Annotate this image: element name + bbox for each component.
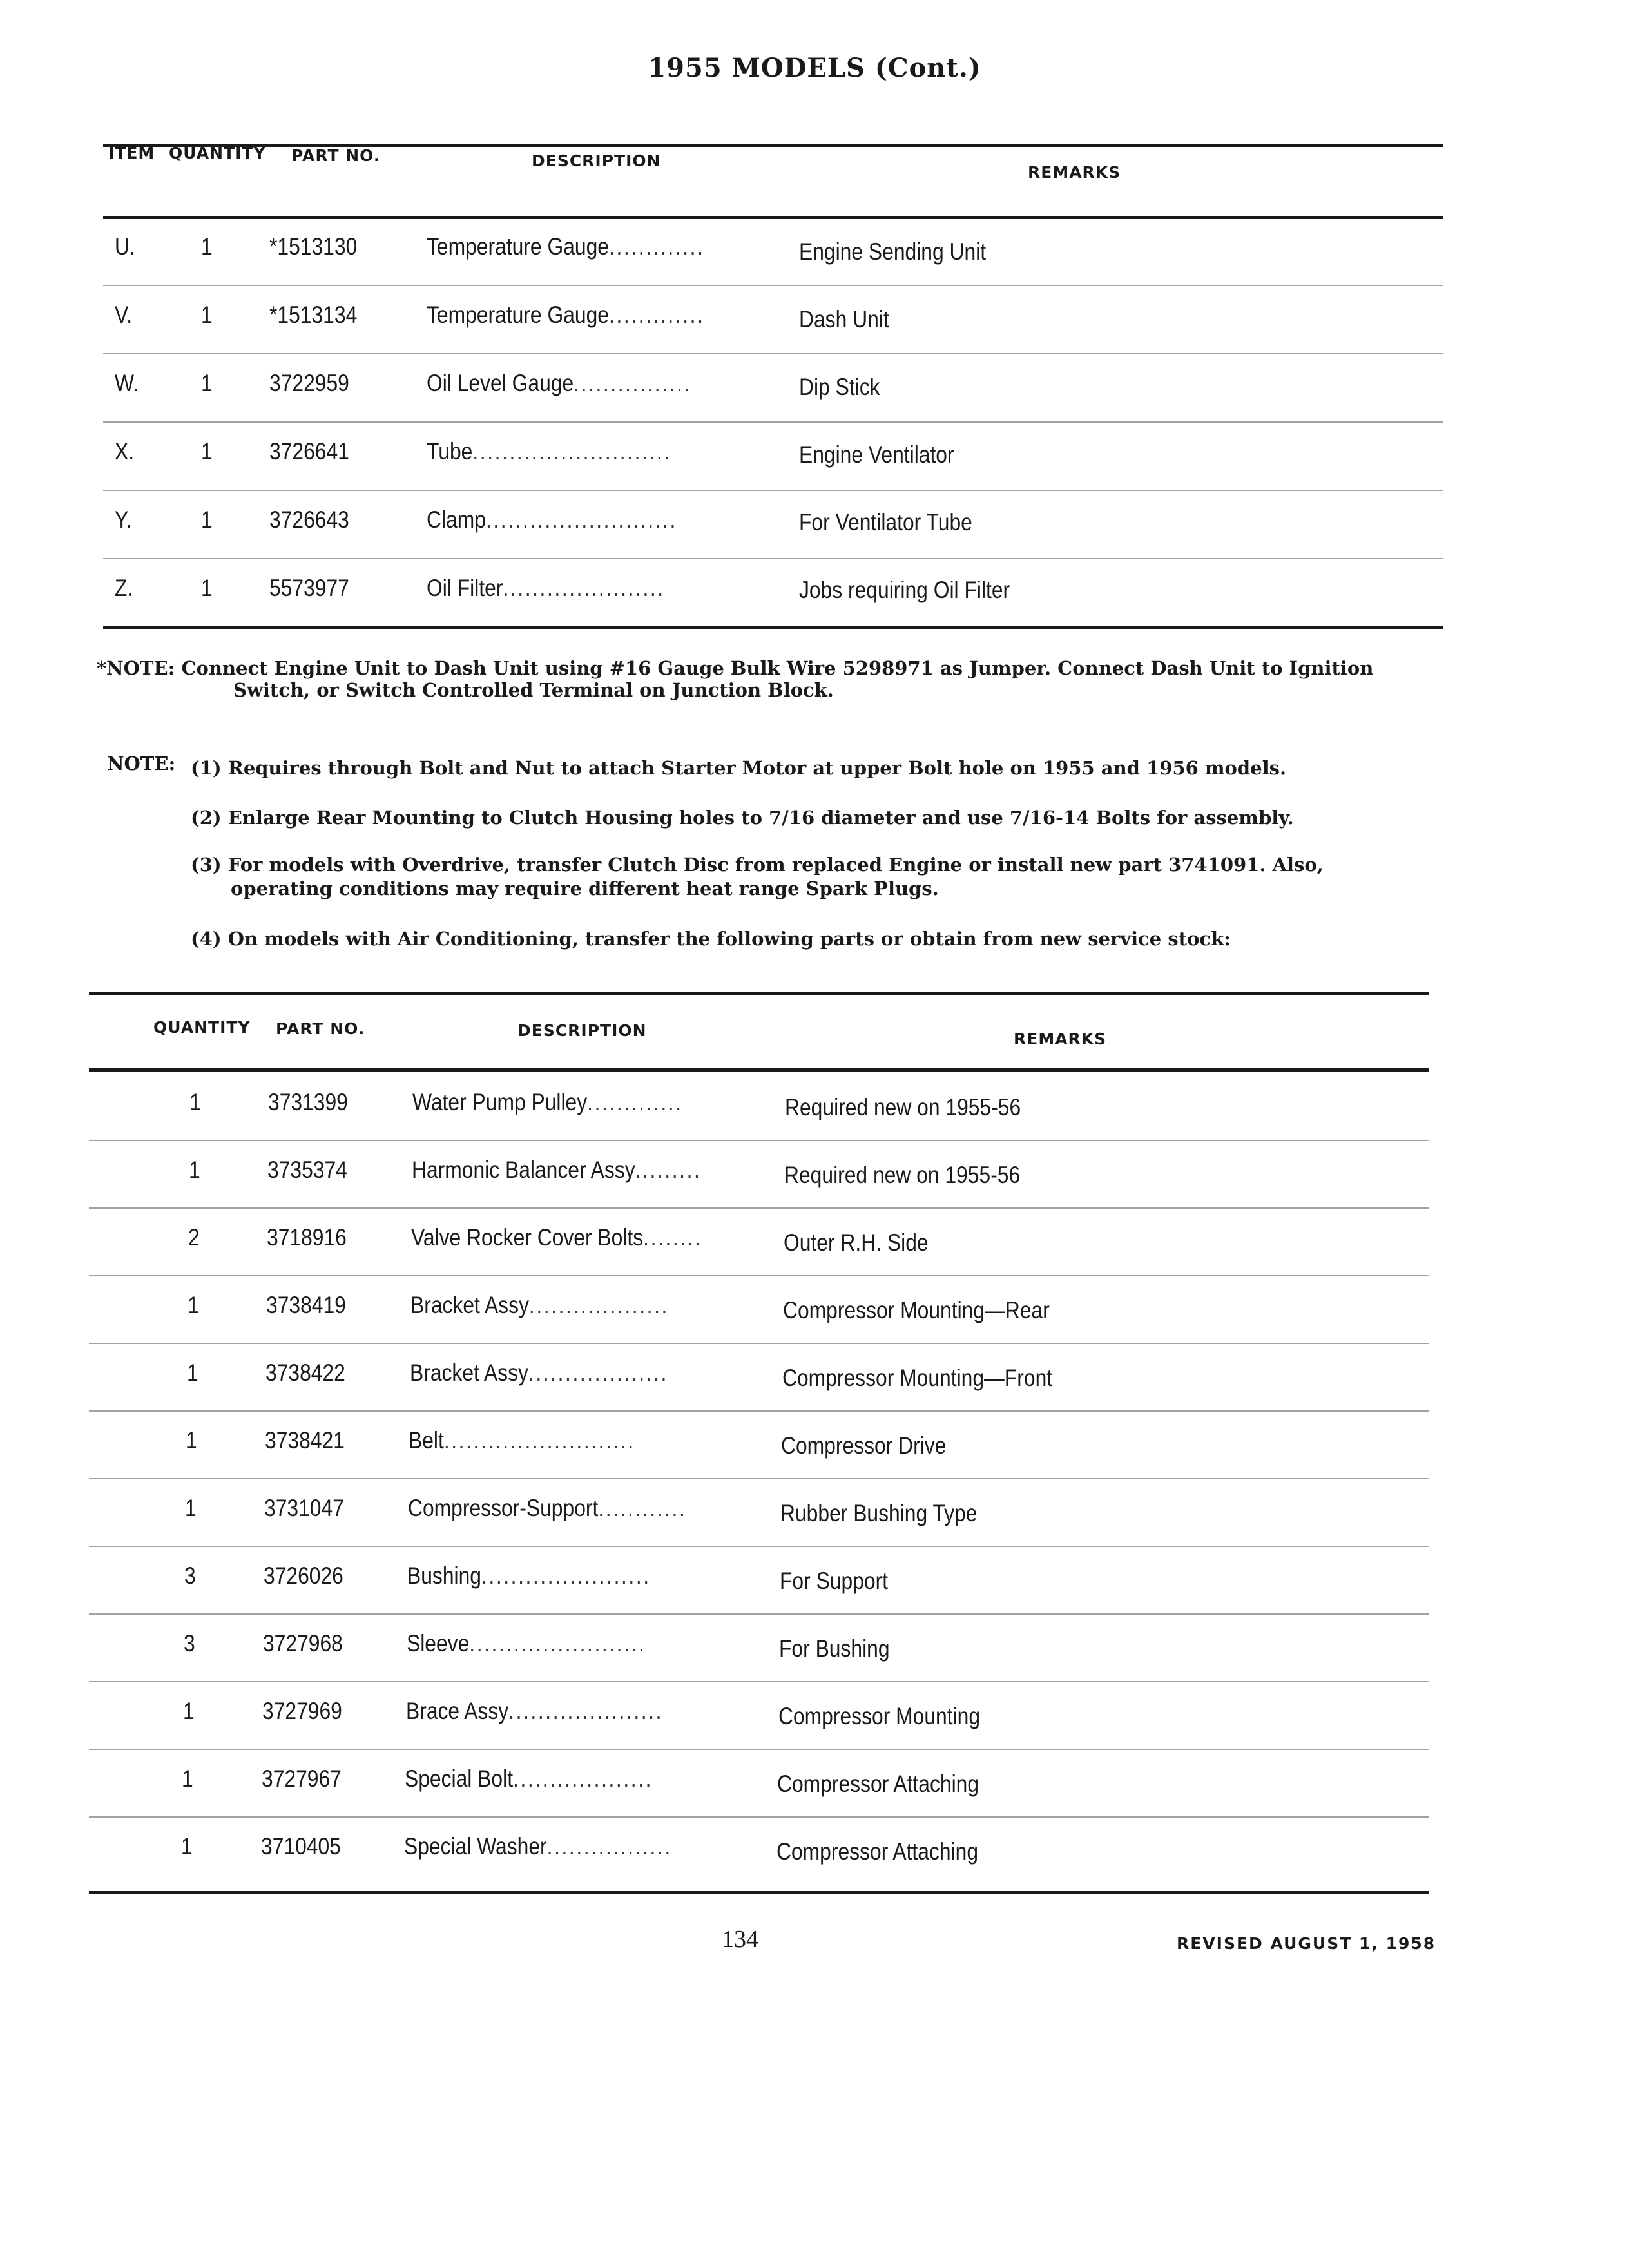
row-part-no: 3738419 (266, 1292, 346, 1318)
table-2-header-description: DESCRIPTION (517, 1021, 647, 1040)
row-quantity: 1 (189, 1089, 201, 1115)
row-remarks: Compressor Mounting—Rear (783, 1297, 1050, 1323)
table-1-header-remarks: REMARKS (1028, 163, 1121, 182)
table-row (89, 1548, 1429, 1617)
row-divider (103, 490, 1443, 491)
table-1-bottom-rule (103, 626, 1443, 629)
row-divider (89, 1343, 1429, 1344)
row-quantity: 1 (185, 1495, 197, 1521)
row-divider (89, 1207, 1429, 1209)
row-part-no: 3731047 (264, 1495, 344, 1521)
leader-dots: ............. (609, 302, 705, 328)
leader-dots: .......................... (443, 1427, 635, 1454)
row-item: W. (115, 370, 139, 396)
description-text: Temperature Gauge (427, 233, 610, 260)
table-row (103, 492, 1443, 561)
table-row (89, 1819, 1429, 1887)
star-note-line-2: Switch, or Switch Controlled Terminal on Junction Block. (233, 679, 834, 701)
row-divider (103, 558, 1443, 559)
table-1-header-part-no: PART NO. (291, 146, 381, 165)
description-text: Bracket Assy (410, 1360, 528, 1386)
leader-dots: ................ (574, 370, 691, 396)
note-2: (2) Enlarge Rear Mounting to Clutch Housing holes to 7/16 diameter and use 7/16-14 Bolts for assembly. (191, 807, 1294, 829)
row-remarks: Jobs requiring Oil Filter (799, 577, 1010, 603)
table-1-header-description: DESCRIPTION (532, 151, 661, 170)
description-text: Sleeve (407, 1630, 470, 1657)
row-remarks: Engine Sending Unit (799, 238, 987, 265)
table-row (89, 1413, 1429, 1481)
leader-dots: ..................... (508, 1698, 664, 1724)
row-divider (89, 1140, 1429, 1141)
leader-dots: ........................... (472, 438, 671, 465)
row-remarks: Compressor Mounting (778, 1703, 981, 1729)
description-text: Bracket Assy (410, 1292, 529, 1318)
row-remarks: Required new on 1955-56 (784, 1162, 1021, 1188)
row-part-no: 3726643 (269, 506, 349, 533)
description-text: Compressor-Support (408, 1495, 599, 1521)
row-part-no: 3710405 (261, 1833, 341, 1860)
table-row (89, 1684, 1429, 1752)
table-2-header-part-no: PART NO. (276, 1019, 365, 1038)
row-remarks: Rubber Bushing Type (780, 1500, 978, 1526)
row-remarks: For Bushing (779, 1635, 890, 1662)
parts-table-2 (89, 992, 1429, 1907)
row-divider (89, 1410, 1429, 1412)
row-divider (103, 353, 1443, 354)
row-quantity: 1 (186, 1427, 197, 1454)
row-remarks: For Support (780, 1568, 889, 1594)
row-part-no: 3738421 (265, 1427, 345, 1454)
row-description (427, 438, 671, 465)
description-text: Brace Assy (406, 1698, 509, 1724)
leader-dots: ................... (513, 1765, 653, 1792)
description-text: Water Pump Pulley (412, 1089, 588, 1115)
table-row (103, 424, 1443, 492)
row-description (411, 1224, 702, 1251)
table-2-top-rule (89, 992, 1429, 995)
row-remarks: Dip Stick (799, 374, 880, 400)
row-part-no: 3731399 (268, 1089, 348, 1115)
row-part-no: 5573977 (269, 575, 349, 601)
leader-dots: ........ (643, 1224, 702, 1251)
row-quantity: 1 (181, 1833, 193, 1860)
row-part-no: 3738422 (265, 1360, 345, 1386)
description-text: Valve Rocker Cover Bolts (411, 1224, 644, 1251)
row-description (410, 1360, 668, 1387)
row-remarks: Required new on 1955-56 (785, 1094, 1021, 1120)
row-divider (103, 285, 1443, 286)
description-text: Oil Level Gauge (427, 370, 574, 396)
description-text: Tube (427, 438, 473, 465)
row-quantity: 1 (188, 1292, 199, 1318)
note-3-line-1: (3) For models with Overdrive, transfer Clutch Disc from replaced Engine or install new part 3741091. Also, (191, 854, 1324, 876)
description-text: Belt (409, 1427, 444, 1454)
note-label: NOTE: (107, 753, 176, 774)
row-divider (89, 1546, 1429, 1547)
row-quantity: 1 (201, 370, 213, 396)
leader-dots: .......................... (485, 506, 677, 533)
row-description (408, 1495, 686, 1522)
row-quantity: 1 (201, 233, 213, 260)
row-quantity: 1 (201, 302, 213, 328)
row-part-no: 3722959 (269, 370, 349, 396)
row-remarks: Compressor Drive (781, 1432, 947, 1459)
row-remarks: For Ventilator Tube (799, 509, 972, 535)
table-row (103, 219, 1443, 287)
table-row (89, 1075, 1429, 1143)
row-quantity: 1 (189, 1157, 200, 1183)
leader-dots: ............. (609, 233, 705, 260)
row-part-no: *1513130 (269, 233, 358, 260)
row-quantity: 3 (184, 1630, 195, 1657)
note-1: (1) Requires through Bolt and Nut to attach Starter Motor at upper Bolt hole on 1955 and 1956 models. (191, 757, 1287, 779)
row-item: U. (115, 233, 135, 260)
star-note-line-1: Connect Engine Unit to Dash Unit using #16 Gauge Bulk Wire 5298971 as Jumper. Connect Dash Unit to Ignition (181, 657, 1374, 679)
row-description (404, 1833, 672, 1860)
row-description (407, 1630, 646, 1657)
leader-dots: ................... (528, 1360, 668, 1386)
leader-dots: ............ (598, 1495, 687, 1521)
row-description (410, 1292, 669, 1319)
row-divider (89, 1478, 1429, 1479)
row-item: Z. (115, 575, 133, 601)
row-quantity: 2 (188, 1224, 200, 1251)
table-2-bottom-rule (89, 1891, 1429, 1894)
table-1-header-quantity: QUANTITY (169, 144, 266, 162)
table-2-header-rule (89, 1068, 1429, 1072)
table-1-header-item: ITEM (108, 144, 155, 162)
row-description (409, 1427, 635, 1454)
row-part-no: 3726026 (264, 1562, 343, 1589)
table-2-header-remarks: REMARKS (1014, 1030, 1107, 1048)
row-description (406, 1698, 663, 1725)
description-text: Oil Filter (427, 575, 503, 601)
row-remarks: Compressor Attaching (776, 1838, 979, 1865)
row-divider (89, 1749, 1429, 1750)
note-4: (4) On models with Air Conditioning, transfer the following parts or obtain from new service stock: (191, 928, 1231, 950)
leader-dots: ................. (546, 1833, 672, 1860)
table-row (89, 1142, 1429, 1211)
table-row (89, 1751, 1429, 1820)
row-divider (89, 1613, 1429, 1615)
row-description (427, 302, 704, 329)
parts-table-1 (103, 113, 1443, 641)
star-note (97, 657, 1373, 701)
description-text: Harmonic Balancer Assy (412, 1157, 635, 1183)
description-text: Bushing (407, 1562, 481, 1589)
page-number: 134 (722, 1926, 758, 1953)
row-part-no: 3726641 (269, 438, 349, 465)
row-description (427, 233, 704, 260)
table-row (89, 1345, 1429, 1414)
row-part-no: *1513134 (269, 302, 358, 328)
description-text: Clamp (427, 506, 486, 533)
row-remarks: Engine Ventilator (799, 441, 954, 468)
row-quantity: 3 (184, 1562, 196, 1589)
table-row (103, 287, 1443, 356)
row-divider (89, 1681, 1429, 1682)
row-item: V. (115, 302, 133, 328)
row-part-no: 3727968 (263, 1630, 343, 1657)
row-description (405, 1765, 653, 1792)
table-row (89, 1616, 1429, 1684)
table-row (103, 356, 1443, 424)
row-divider (89, 1275, 1429, 1276)
row-quantity: 1 (182, 1765, 193, 1792)
revised-date: REVISED AUGUST 1, 1958 (1177, 1934, 1436, 1953)
row-description (427, 506, 677, 533)
description-text: Temperature Gauge (427, 302, 610, 328)
table-row (103, 561, 1443, 629)
row-description (412, 1157, 701, 1184)
row-description (412, 1089, 683, 1116)
row-part-no: 3727967 (262, 1765, 342, 1792)
row-part-no: 3718916 (267, 1224, 347, 1251)
table-row (89, 1278, 1429, 1346)
row-part-no: 3727969 (262, 1698, 342, 1724)
row-quantity: 1 (201, 506, 213, 533)
description-text: Special Bolt (405, 1765, 514, 1792)
leader-dots: ...................... (503, 575, 665, 601)
leader-dots: ............. (587, 1089, 683, 1115)
row-quantity: 1 (201, 438, 213, 465)
row-description (427, 370, 691, 397)
row-remarks: Compressor Mounting—Front (782, 1365, 1053, 1391)
row-description (407, 1562, 651, 1590)
row-remarks: Compressor Attaching (777, 1771, 979, 1797)
row-item: X. (115, 438, 135, 465)
page-title: 1955 MODELS (Cont.) (648, 53, 981, 83)
table-2-header-quantity: QUANTITY (153, 1018, 251, 1037)
table-row (89, 1481, 1429, 1549)
row-quantity: 1 (183, 1698, 195, 1724)
note-3-line-2: operating conditions may require different heat range Spark Plugs. (231, 878, 939, 899)
leader-dots: ................... (528, 1292, 669, 1318)
description-text: Special Washer (404, 1833, 547, 1860)
row-part-no: 3735374 (267, 1157, 347, 1183)
row-quantity: 1 (201, 575, 213, 601)
row-remarks: Outer R.H. Side (784, 1229, 929, 1256)
leader-dots: ....................... (481, 1562, 651, 1589)
leader-dots: ......... (635, 1157, 702, 1183)
leader-dots: ........................ (469, 1630, 646, 1657)
row-remarks: Dash Unit (799, 306, 889, 332)
row-item: Y. (115, 506, 131, 533)
row-divider (103, 421, 1443, 423)
row-quantity: 1 (187, 1360, 198, 1386)
row-description (427, 575, 665, 602)
row-divider (89, 1816, 1429, 1818)
star-note-label: *NOTE: (97, 657, 175, 679)
table-row (89, 1210, 1429, 1278)
